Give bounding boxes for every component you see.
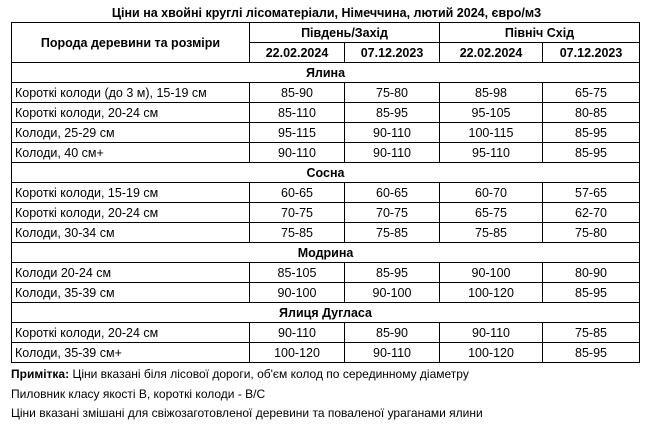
price-cell: 90-110 <box>250 323 345 343</box>
note-line-2: Пиловник класу якості B, короткі колоди - B/C <box>11 386 266 401</box>
price-cell: 85-98 <box>440 83 543 103</box>
table-row <box>12 103 640 123</box>
price-cell: 85-105 <box>250 263 345 283</box>
price-cell: 60-65 <box>345 183 440 203</box>
header-date: 22.02.2024 <box>250 43 345 63</box>
header-date: 07.12.2023 <box>543 43 640 63</box>
price-cell: 75-80 <box>543 223 640 243</box>
table-row <box>12 83 640 103</box>
header-date: 07.12.2023 <box>345 43 440 63</box>
section-title: Сосна <box>12 163 640 183</box>
price-cell: 90-100 <box>250 283 345 303</box>
header-date: 22.02.2024 <box>440 43 543 63</box>
table-row <box>12 323 640 343</box>
price-cell: 90-110 <box>345 143 440 163</box>
notes <box>11 365 642 424</box>
table-row <box>12 143 640 163</box>
price-cell: 100-115 <box>440 123 543 143</box>
section-row <box>12 303 640 323</box>
price-cell: 75-85 <box>543 323 640 343</box>
header-species-size: Порода деревини та розміри <box>12 23 250 63</box>
price-cell: 85-95 <box>543 283 640 303</box>
price-cell: 75-85 <box>250 223 345 243</box>
price-cell: 90-100 <box>345 283 440 303</box>
row-label: Короткі колоди, 15-19 см <box>12 183 250 203</box>
section-title: Ялина <box>12 63 640 83</box>
price-cell: 75-85 <box>345 223 440 243</box>
price-cell: 57-65 <box>543 183 640 203</box>
row-label: Короткі колоди (до 3 м), 15-19 см <box>12 83 250 103</box>
row-label: Колоди, 40 см+ <box>12 143 250 163</box>
price-cell: 95-105 <box>440 103 543 123</box>
row-label: Колоди 20-24 см <box>12 263 250 283</box>
price-cell: 85-90 <box>250 83 345 103</box>
price-cell: 90-110 <box>440 323 543 343</box>
table-row <box>12 183 640 203</box>
table-row <box>12 283 640 303</box>
price-cell: 100-120 <box>250 343 345 363</box>
price-cell: 75-80 <box>345 83 440 103</box>
table-row <box>12 343 640 363</box>
row-label: Короткі колоди, 20-24 см <box>12 203 250 223</box>
table-row <box>12 123 640 143</box>
price-cell: 60-65 <box>250 183 345 203</box>
row-label: Короткі колоди, 20-24 см <box>12 323 250 343</box>
table-row <box>12 203 640 223</box>
header-region-north-east: Північ Схід <box>440 23 640 43</box>
row-label: Короткі колоди, 20-24 см <box>12 103 250 123</box>
price-cell: 85-110 <box>250 103 345 123</box>
note-text: Ціни вказані біля лісової дороги, об'єм колод по серединному діаметру <box>69 367 469 381</box>
price-cell: 90-110 <box>345 123 440 143</box>
section-title: Ялиця Дугласа <box>12 303 640 323</box>
table-header <box>12 23 640 63</box>
header-region-south-west: Південь/Захід <box>250 23 440 43</box>
price-cell: 60-70 <box>440 183 543 203</box>
note-line-3: Ціни вказані змішані для свіжозаготовленої деревини та поваленої ураганами ялини <box>11 406 483 420</box>
table-title: Ціни на хвойні круглі лісоматеріали, Німеччина, лютий 2024, євро/м3 <box>111 6 542 20</box>
price-cell: 80-90 <box>543 263 640 283</box>
table-body <box>12 63 640 363</box>
row-label: Колоди, 35-39 см <box>12 283 250 303</box>
price-cell: 85-95 <box>543 343 640 363</box>
price-cell: 85-95 <box>345 103 440 123</box>
price-cell: 80-85 <box>543 103 640 123</box>
price-cell: 85-90 <box>345 323 440 343</box>
note-line-1 <box>11 365 642 385</box>
price-cell: 90-110 <box>250 143 345 163</box>
price-cell: 95-110 <box>440 143 543 163</box>
section-row <box>12 163 640 183</box>
price-cell: 95-115 <box>250 123 345 143</box>
price-cell: 90-100 <box>440 263 543 283</box>
price-cell: 70-75 <box>250 203 345 223</box>
price-cell: 85-95 <box>345 263 440 283</box>
price-cell: 62-70 <box>543 203 640 223</box>
section-row <box>12 63 640 83</box>
row-label: Колоди, 25-29 см <box>12 123 250 143</box>
price-cell: 70-75 <box>345 203 440 223</box>
price-cell: 75-85 <box>440 223 543 243</box>
table-row <box>12 263 640 283</box>
header-row-regions <box>12 23 640 43</box>
note-label: Примітка: <box>11 367 70 381</box>
table-row <box>12 223 640 243</box>
price-cell: 90-110 <box>345 343 440 363</box>
row-label: Колоди, 30-34 см <box>12 223 250 243</box>
section-row <box>12 243 640 263</box>
price-cell: 85-95 <box>543 123 640 143</box>
price-cell: 100-120 <box>440 343 543 363</box>
price-cell: 65-75 <box>440 203 543 223</box>
price-cell: 85-95 <box>543 143 640 163</box>
price-cell: 100-120 <box>440 283 543 303</box>
price-cell: 65-75 <box>543 83 640 103</box>
price-table <box>11 22 640 363</box>
row-label: Колоди, 35-39 см+ <box>12 343 250 363</box>
section-title: Модрина <box>12 243 640 263</box>
